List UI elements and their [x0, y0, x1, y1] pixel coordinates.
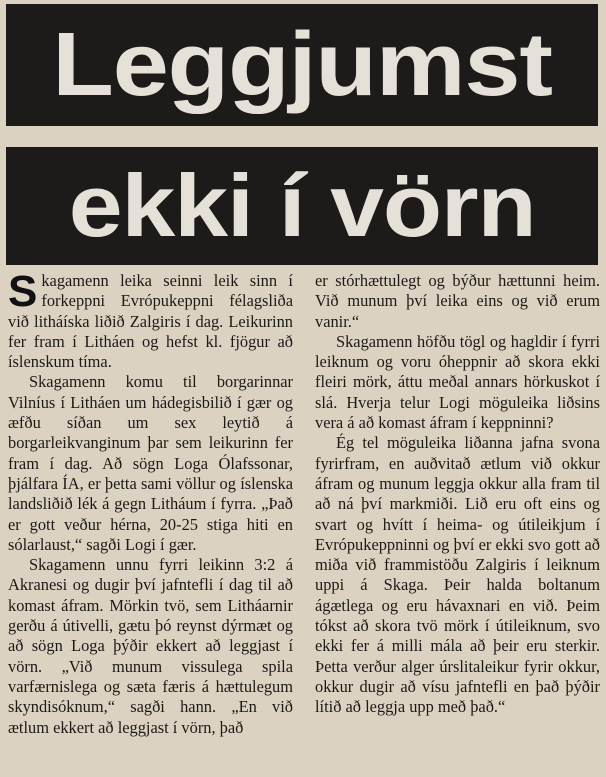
headline-bar-bottom	[6, 147, 598, 265]
headline-line-1: Leggjumst	[52, 15, 552, 115]
article-paragraph: er stórhættulegt og býður hættunni heim. Við munum því leika eins og við erum vanir.“	[315, 271, 600, 331]
article-paragraph: Skagamenn unnu fyrri leikinn 3:2 á Akranesi og dugir því jafntefli í dag til að komast áfram. Mörkin tvö, sem Litháarnir gerðu á útivelli, gætu þó reynst dýrmæt og að sögn Loga þýðir ekkert að leggjast í vörn. „Við munum vissulega spila varfærnislega og sæta færis á hættulegum skyndisóknum,“ sagði hann. „En við ætlum ekkert að leggjast í vörn, það	[8, 555, 293, 737]
article-paragraph: Skagamenn höfðu tögl og hagldir í fyrri leiknum og voru óheppnir að skora ekki fleiri mörk, áttu meðal annars hörkuskot í slá. Hverja telur Logi möguleika liðsins vera á að komast áfram í keppninni?	[315, 331, 600, 433]
article-paragraph: Skagamenn komu til borgarinnar Vilníus í Litháen um hádegisbilið í gær og æfðu síðan um sex leytið á borgarleikvanginum þar sem leikurinn fer fram í dag. Að sögn Loga Ólafssonar, þjálfara ÍA, er þetta sami völlur og íslenska landsliðið lék á gegn Litháum í fyrra. „Það er gott veður hérna, 20-25 stiga hiti en sólarlaust,“ sagði Logi í gær.	[8, 372, 293, 554]
article-paragraph	[8, 267, 293, 372]
article-column-right	[315, 271, 600, 773]
headline-line-2: ekki í vörn	[68, 156, 536, 255]
drop-cap: S	[8, 267, 38, 316]
headline-bar-top	[6, 4, 598, 126]
article-paragraph: Ég tel möguleika liðanna jafna svona fyrirfram, en auðvitað ætlum við okkur áfram og munum leggja okkur alla fram til að ná því markmiði. Lið eru oft eins og svart og hvítt í heima- og útileikjum í Evrópukeppninni og því er ekki svo gott að miða við frammistöðu Zalgiris í leiknum uppi á Skaga. Þeir halda boltanum ágætlega og eru hávaxnari en við. Þeim tókst að skora tvö mörk í útileiknum, svo ekki fer á milli mála að þeir eru sterkir. Þetta verður alger úrslitaleikur fyrir okkur, okkur dugir að vísu jafntefli en það þýðir lítið að leggja upp með það.“	[315, 433, 600, 717]
article-paragraph-text: kagamenn leika seinni leik sinn í forkeppni Evrópukeppni félagsliða við litháíska liðið Zalgiris í dag. Leikurinn fer fram í Litháen og hefst kl. fjögur að íslenskum tíma.	[8, 271, 293, 372]
article-body	[8, 267, 600, 773]
article-column-left	[8, 267, 293, 773]
